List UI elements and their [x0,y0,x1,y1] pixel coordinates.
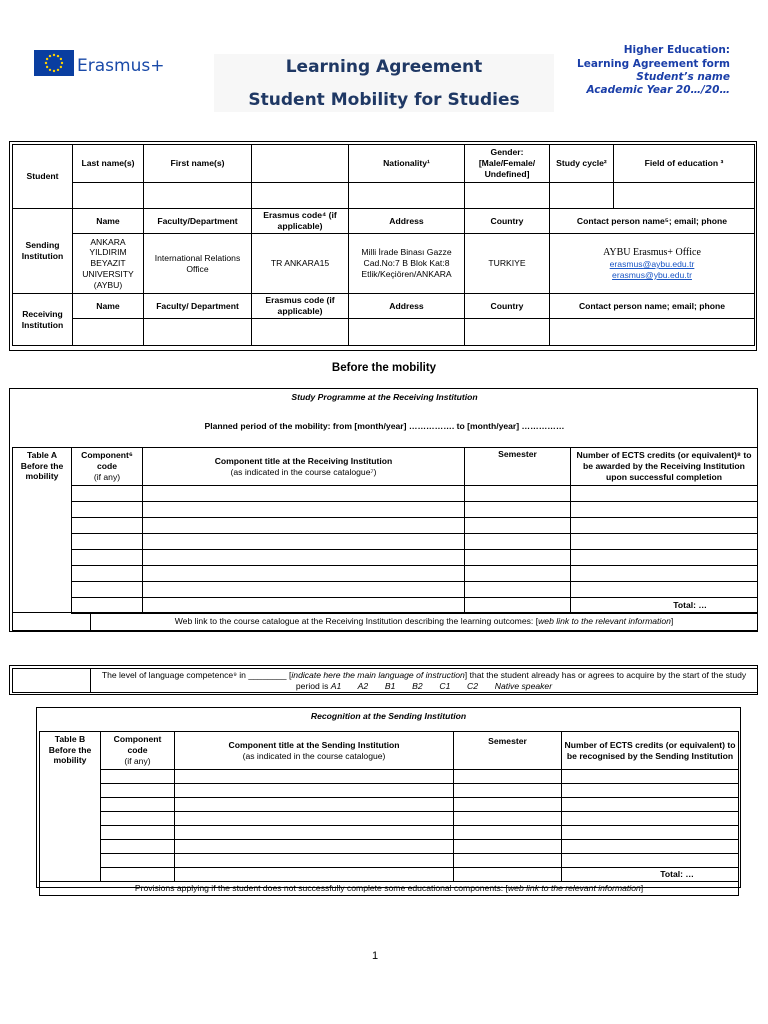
header-field-of-education: Field of education ³ [614,145,755,183]
before-mobility-heading: Before the mobility [331,362,437,374]
table-a-cell[interactable] [571,582,758,598]
receiving-country[interactable] [465,319,550,346]
table-a-cell[interactable] [72,486,143,502]
language-blank [13,669,91,693]
table-b-header-ects: Number of ECTS credits (or equivalent) to be recognised by the Sending Institution [562,732,739,770]
language-competence: The level of language competence⁹ in ________ [indicate here the main language of instruction] that the student already has or agrees to acquire by the start of the study period is A1 A2 B1 B2 C1 C2 Native speaker [91,669,758,693]
table-a-cell[interactable] [143,502,465,518]
table-b-cell[interactable] [175,812,454,826]
input-blank[interactable] [252,183,349,209]
table-b-label: Table B Before the mobility [40,732,101,882]
table-a-cell[interactable] [571,502,758,518]
table-a-cell[interactable] [143,582,465,598]
input-gender[interactable] [465,183,550,209]
table-a-cell[interactable] [72,566,143,582]
table-a-cell[interactable] [465,486,571,502]
input-first-name[interactable] [144,183,252,209]
table-b-cell[interactable] [454,840,562,854]
sending-header-country: Country [465,209,550,234]
table-a-cell[interactable] [571,566,758,582]
language-levels[interactable]: A1 A2 B1 B2 C1 C2 Native speaker [330,680,553,691]
table-a-cell[interactable] [72,550,143,566]
header-first-name: First name(s) [144,145,252,183]
eu-flag-icon [34,50,74,76]
table-a-cell[interactable] [72,582,143,598]
header-right-line-4: Academic Year 20…/20… [586,84,730,96]
header-study-cycle: Study cycle² [550,145,614,183]
receiving-header-erasmus-code: Erasmus code (if applicable) [252,294,349,319]
input-nationality[interactable] [349,183,465,209]
table-a-cell[interactable] [72,502,143,518]
sending-contact [550,234,755,294]
sending-country: TURKIYE [465,234,550,294]
table-b-cell[interactable] [101,798,175,812]
table-a-label: Table A Before the mobility [13,448,72,614]
table-a-cell[interactable] [571,518,758,534]
table-b-cell[interactable] [175,798,454,812]
row-label-sending: Sending Institution [13,209,73,294]
table-b-header-semester: Semester [454,732,562,770]
input-study-cycle[interactable] [550,183,614,209]
table-b-cell[interactable] [454,826,562,840]
table-a-cell[interactable] [571,534,758,550]
receiving-name[interactable] [73,319,144,346]
header-nationality: Nationality¹ [349,145,465,183]
sending-address: Milli İrade Binası Gazze Cad.No:7 B Blok Kat:8 Etlik/Keçiören/ANKARA [349,234,465,294]
table-a-cell[interactable] [571,550,758,566]
receiving-contact[interactable] [550,319,755,346]
table-b-cell[interactable] [175,826,454,840]
table-a-cell[interactable] [465,534,571,550]
table-a-cell[interactable] [143,534,465,550]
table-b-cell[interactable] [101,826,175,840]
table-a [12,447,758,614]
table-b-cell[interactable] [454,854,562,868]
table-b-cell[interactable] [454,868,562,882]
table-b-cell[interactable] [454,770,562,784]
table-b-cell[interactable] [454,798,562,812]
table-a-cell[interactable] [465,550,571,566]
table-b-cell[interactable] [175,840,454,854]
table-b-cell[interactable] [175,770,454,784]
table-b-total: Total: … [562,868,739,882]
table-b-cell[interactable] [101,840,175,854]
table-b-cell[interactable] [101,868,175,882]
row-label-student: Student [13,145,73,209]
header-right-line-3: Student’s name [636,71,730,83]
sending-header-erasmus-code: Erasmus code⁴ (if applicable) [252,209,349,234]
sending-header-faculty: Faculty/Department [144,209,252,234]
table-a-cell[interactable] [72,518,143,534]
sending-header-contact: Contact person name⁵; email; phone [550,209,755,234]
table-a-cell[interactable] [465,582,571,598]
table-a-weblink-table [12,612,758,631]
input-field-of-education[interactable] [614,183,755,209]
table-b-cell[interactable] [101,784,175,798]
receiving-erasmus-code[interactable] [252,319,349,346]
table-a-header-title: Component title at the Receiving Institution (as indicated in the course catalogue⁷) [143,448,465,486]
table-a-cell[interactable] [465,518,571,534]
sending-contact-name: AYBU Erasmus+ Office [603,246,701,258]
table-b-cell[interactable] [562,826,739,840]
table-b-cell[interactable] [175,868,454,882]
table-a-total: Total: … [571,598,758,614]
header-blank [252,145,349,183]
header-right-line-2: Learning Agreement form [577,58,730,70]
table-b-header-title: Component title at the Sending Institution (as indicated in the course catalogue) [175,732,454,770]
table-b-cell[interactable] [562,770,739,784]
table-a-header-ects: Number of ECTS credits (or equivalent)⁸ to be awarded by the Receiving Institution upon successful completion [571,448,758,486]
table-a-cell[interactable] [143,550,465,566]
table-b-cell[interactable] [562,854,739,868]
table-b [39,731,739,896]
table-b-header-code: Component code (if any) [101,732,175,770]
table-b-provisions: Provisions applying if the student does not successfully complete some educational components: [web link to the relevant information] [40,882,739,896]
row-label-receiving: Receiving Institution [13,294,73,346]
header-last-name: Last name(s) [73,145,144,183]
erasmus-logo-text: Erasmus+ [77,56,165,76]
table-a-cell[interactable] [143,518,465,534]
input-last-name[interactable] [73,183,144,209]
sending-faculty: International Relations Office [144,234,252,294]
table-a-header-code: Component⁶ code (if any) [72,448,143,486]
table-a-cell[interactable] [143,486,465,502]
sending-name: ANKARA YILDIRIM BEYAZIT UNIVERSITY (AYBU) [73,234,144,294]
table-b-cell[interactable] [175,854,454,868]
page-number: 1 [371,950,379,962]
table-b-cell[interactable] [175,784,454,798]
table-b-cell[interactable] [562,840,739,854]
table-a-cell[interactable] [571,486,758,502]
table-b-cell[interactable] [562,784,739,798]
table-a-weblink-blank [13,613,91,631]
table-a-cell[interactable] [72,534,143,550]
header-right-line-1: Higher Education: [623,44,730,56]
document-subtitle: Student Mobility for Studies [248,90,520,110]
table-a-cell[interactable] [465,566,571,582]
table-b-cell[interactable] [454,784,562,798]
table-a-weblink: Web link to the course catalogue at the Receiving Institution describing the learning outcomes: [web link to the relevant information] [91,613,758,631]
receiving-header-address: Address [349,294,465,319]
student-table [12,144,755,346]
table-b-cell[interactable] [562,798,739,812]
language-table [12,668,758,693]
receiving-address[interactable] [349,319,465,346]
receiving-header-name: Name [73,294,144,319]
table-a-cell[interactable] [465,502,571,518]
receiving-header-country: Country [465,294,550,319]
table-b-cell[interactable] [562,812,739,826]
receiving-faculty[interactable] [144,319,252,346]
table-a-caption: Study Programme at the Receiving Institution [291,392,478,402]
planned-period: Planned period of the mobility: from [month/year] ……………. to [month/year] …………… [204,421,565,431]
header-gender: Gender: [Male/Female/ Undefined] [465,145,550,183]
table-b-cell[interactable] [101,812,175,826]
document-title: Learning Agreement [285,57,483,77]
sending-header-address: Address [349,209,465,234]
sending-contact-email-2[interactable]: erasmus@ybu.edu.tr [612,269,692,280]
receiving-header-faculty: Faculty/ Department [144,294,252,319]
table-b-cell[interactable] [101,854,175,868]
table-a-header-semester: Semester [465,448,571,486]
table-b-cell[interactable] [101,770,175,784]
sending-header-name: Name [73,209,144,234]
table-a-cell[interactable] [143,566,465,582]
sending-erasmus-code: TR ANKARA15 [252,234,349,294]
receiving-header-contact: Contact person name; email; phone [550,294,755,319]
table-b-caption: Recognition at the Sending Institution [310,711,467,721]
sending-contact-email-1[interactable]: erasmus@aybu.edu.tr [609,259,695,270]
table-b-cell[interactable] [454,812,562,826]
